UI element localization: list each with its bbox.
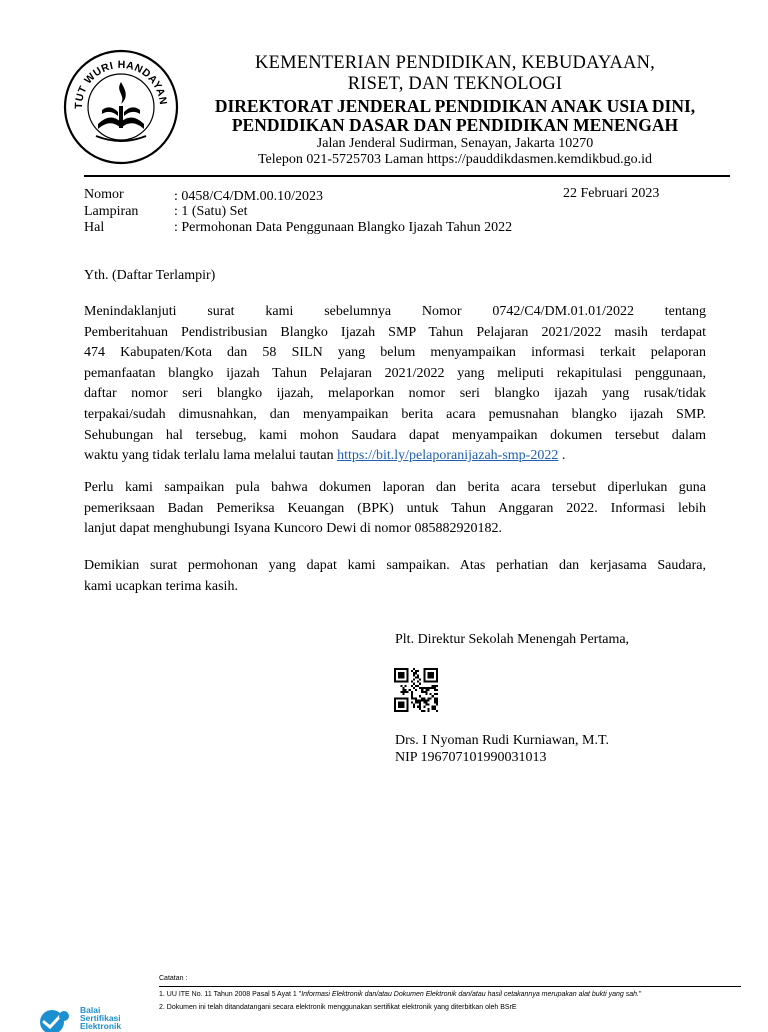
paragraph-line: Demikian surat permohonan yang dapat kami sampaikan. Atas perhatian dan kerjasama Saudara, [84,558,706,573]
signatory-title: Plt. Direktur Sekolah Menengah Pertama, [395,632,630,647]
salutation: Yth. (Daftar Terlampir) [84,268,216,283]
paragraph-line: kami ucapkan terima kasih. [84,578,238,594]
qr-code [394,668,438,712]
ministry-name-line1: KEMENTERIAN PENDIDIKAN, KEBUDAYAAN, [255,53,655,73]
svg-text:TUT WURI HANDAYANI: TUT WURI HANDAYAN [72,58,170,110]
paragraph-line: Sehubungan hal tersebug, kami mohon Saudara dapat menyampaikan dokumen tersebut dalam [84,427,706,443]
catatan-label: Catatan : [159,975,188,982]
paragraph-line: lanjut dapat menghubungi Isyana Kuncoro Dewi di nomor 085882920182. [84,521,502,537]
report-link[interactable]: https://bit.ly/pelaporanijazah-smp-2022 [337,448,559,464]
letterhead-rule [84,175,730,177]
ministry-name-line2: RISET, DAN TEKNOLOGI [347,74,563,94]
signatory-nip: NIP 196707101990031013 [395,750,547,765]
directorate-name-line1: DIREKTORAT JENDERAL PENDIDIKAN ANAK USIA DINI, [214,96,696,116]
lampiran-value: : 1 (Satu) Set [174,204,248,219]
paragraph-line: pemanfaatan blangko ijazah Tahun Pelajaran 2021/2022 yang meliputi rekapitulasi penggunaan, [84,365,706,381]
paragraph-line: terpakai/sudah dimusnahkan, dan menyampaikan berita acara pemusnahan blangko ijazah SMP. [84,406,706,422]
paragraph-line: 474 Kabupaten/Kota dan 58 SILN yang belum menyampaikan informasi terkait pelaporan [84,345,706,361]
nomor-label: Nomor [84,187,124,202]
paragraph-line: Menindaklanjuti surat kami sebelumnya Nomor 0742/C4/DM.01.01/2022 tentang [84,304,706,319]
paragraph-line: Perlu kami sampaikan pula bahwa dokumen laporan dan berita acara tersebut diperlukan guna [84,480,706,495]
paragraph-text: . [558,448,566,464]
address: Jalan Jenderal Sudirman, Senayan, Jakarta 10270 [316,136,594,151]
footer-note-italic: Informasi Elektronik dan/atau Dokumen Elektronik dan/atau hasil cetakannya merupakan alat bukti yang sah. [301,991,639,998]
bsre-text-line1: Balai [80,1005,101,1015]
bsre-text-line2: Sertifikasi [80,1013,121,1023]
paragraph-1 [84,302,706,467]
bsre-logo-icon [38,1008,72,1032]
directorate-name-line2: PENDIDIKAN DASAR DAN PENDIDIKAN MENENGAH [231,115,679,135]
paragraph-line: daftar nomor seri blangko ijazah, melaporkan nomor seri blangko ijazah yang rusak/tidak [84,386,706,402]
footer-rule [159,986,741,987]
contact-info: Telepon 021-5725703 Laman https://pauddikdasmen.kemdikbud.go.id [257,152,653,167]
lampiran-label: Lampiran [84,204,139,219]
bsre-text-line3: Elektronik [80,1021,122,1031]
letter-date: 22 Februari 2023 [563,186,660,201]
paragraph-2 [84,478,706,540]
paragraph-line [84,446,706,467]
hal-value: : Permohonan Data Penggunaan Blangko Ijazah Tahun 2022 [174,220,513,235]
footer-note-text: 1. UU ITE No. 11 Tahun 2008 Pasal 5 Ayat 1 " [159,991,302,998]
signatory-name: Drs. I Nyoman Rudi Kurniawan, M.T. [395,733,609,748]
footer-note-2: 2. Dokumen ini telah ditandatangani secara elektronik menggunakan sertifikat elektronik yang diterbitkan oleh BSrE [159,1004,517,1011]
nomor-value: : 0458/C4/DM.00.10/2023 [174,189,323,204]
paragraph-3 [84,556,706,597]
paragraph-line: pemeriksaan Badan Pemeriksa Keuangan (BPK) untuk Tahun Anggaran 2022. Informasi lebih [84,500,706,516]
paragraph-text: waktu yang tidak terlalu lama melalui tautan [84,448,338,464]
footer-note-1 [159,991,641,998]
paragraph-line: Pemberitahuan Pendistribusian Blangko Ijazah SMP Tahun Pelajaran 2021/2022 masih terdapat [84,324,706,340]
tut-wuri-handayani-logo [60,46,182,168]
hal-label: Hal [84,220,105,235]
footer-note-text: " [638,991,642,998]
